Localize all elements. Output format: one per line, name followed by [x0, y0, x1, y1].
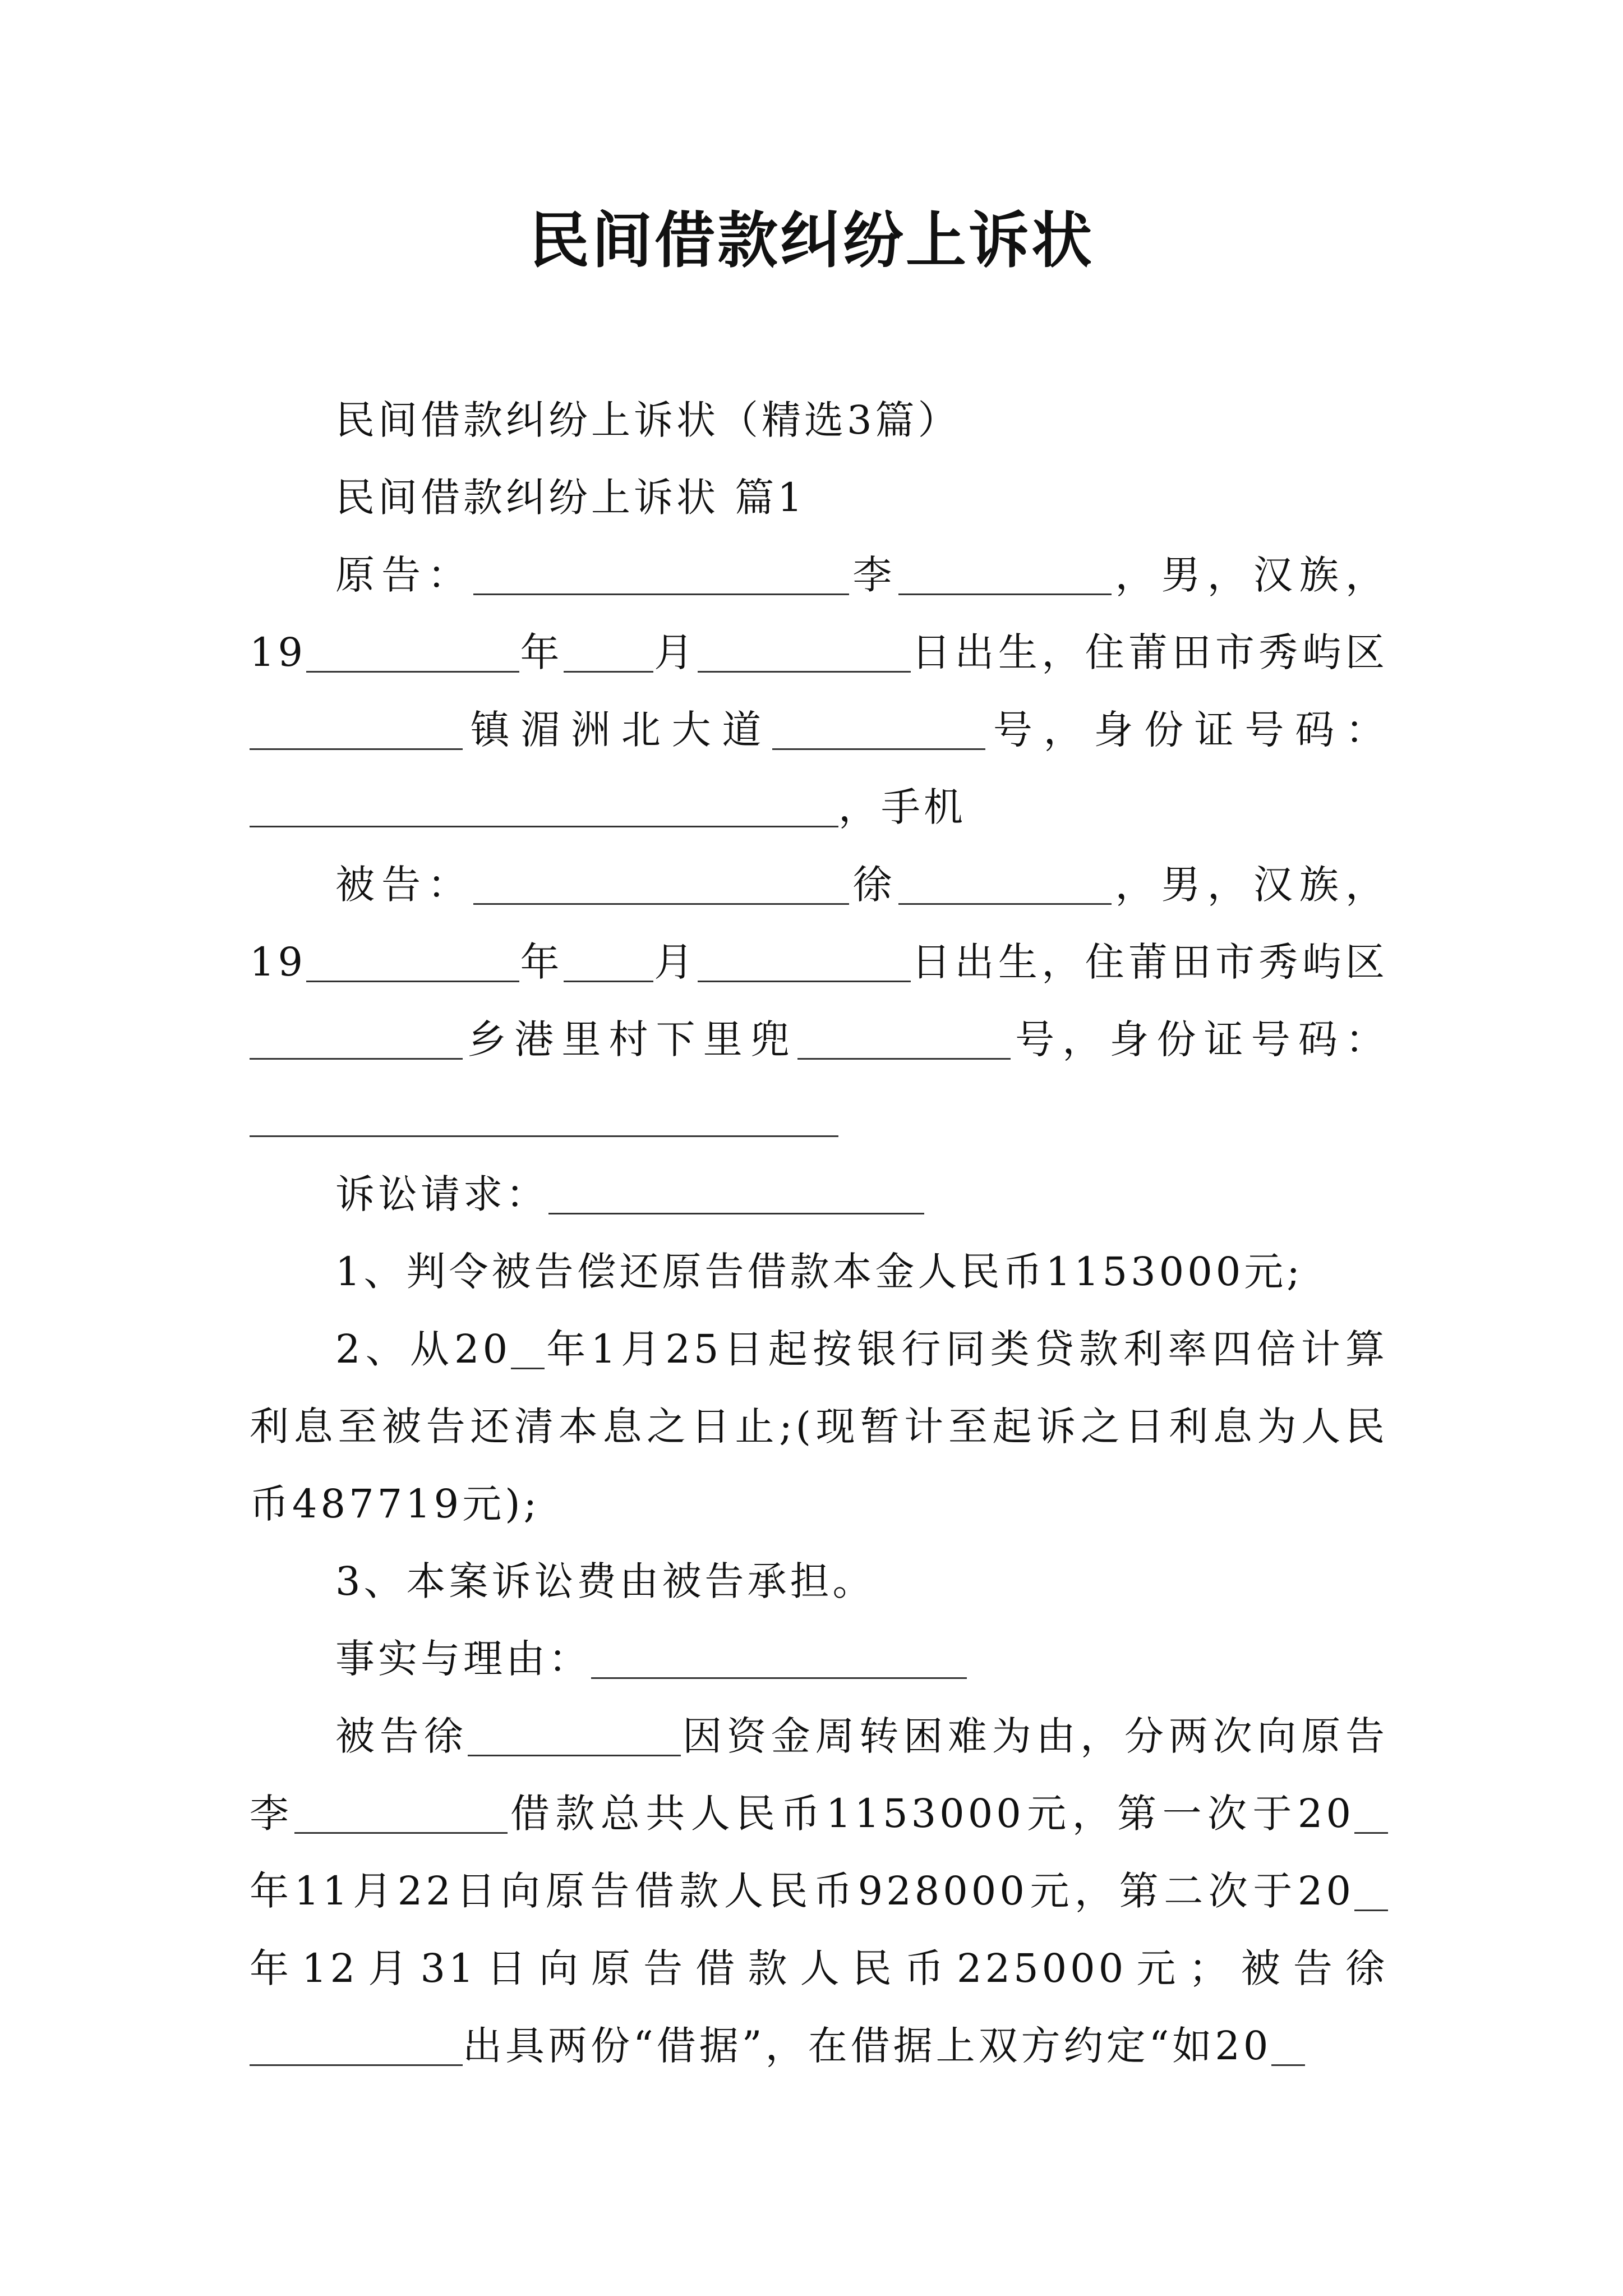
- defendant-month: 月: [653, 939, 698, 985]
- plaintiff-gender-ethnicity: ，男，汉族，: [1112, 552, 1389, 598]
- defendant-year: 年: [519, 939, 564, 985]
- facts-paragraph: [250, 1697, 1388, 2085]
- plaintiff-paragraph: [250, 536, 1388, 846]
- defendant-town: 乡港里村下里兜: [463, 1016, 797, 1062]
- defendant-id-label: 号，身份证号码：: [1011, 1016, 1388, 1062]
- facts-label: 事实与理由：: [335, 1636, 591, 1682]
- plaintiff-year: 年: [519, 629, 564, 675]
- blank-field: [698, 632, 911, 673]
- defendant-label: 被告：: [335, 862, 474, 908]
- blank-field: [591, 1638, 967, 1679]
- blank-field: [1354, 1793, 1388, 1834]
- claims-label: 诉讼请求：: [335, 1171, 548, 1217]
- claim-3: 3、本案诉讼费由被告承担。: [335, 1558, 875, 1604]
- blank-field: [548, 1174, 924, 1214]
- blank-field: [1354, 1870, 1388, 1911]
- claim-2-rest: 年1月25日起按银行同类贷款利率四倍计算利息至被告还清本息之日止;(现暂计至起诉之日利息为人民币487719元);: [250, 1326, 1388, 1527]
- blank-field: [772, 709, 985, 750]
- page-title: 民间借款纠纷上诉状: [528, 206, 1094, 276]
- blank-field: [250, 786, 838, 827]
- plaintiff-id-label: 号，身份证号码：: [985, 707, 1389, 753]
- blank-field: [898, 864, 1112, 905]
- defendant-name: 徐: [849, 862, 899, 908]
- plaintiff-phone-label: ，手机: [838, 784, 966, 830]
- defendant-gender-ethnicity: ，男，汉族，: [1112, 862, 1389, 908]
- facts-part: 出具两份“借据”，在借据上双方约定“如20: [463, 2023, 1272, 2069]
- facts-part: 因资金周转困难为由，分两次向原告李: [250, 1713, 1389, 1837]
- blank-field: [250, 709, 463, 750]
- facts-part: 借款总共人民币1153000元，第一次于20: [508, 1791, 1355, 1837]
- blank-field: [294, 1793, 508, 1834]
- blank-field: [250, 1019, 463, 1060]
- plaintiff-address: 日出生，住莆田市秀屿区: [910, 629, 1389, 675]
- blank-field: [698, 941, 911, 982]
- blank-field: [898, 554, 1112, 595]
- plaintiff-name: 李: [849, 552, 899, 598]
- facts-part: 年12月31日向原告借款人民币225000元；被告徐: [250, 1945, 1388, 1991]
- defendant-birth-prefix: 19: [250, 939, 307, 985]
- claim-1: 1、判令被告偿还原告借款本金人民币1153000元;: [335, 1249, 1303, 1295]
- blank-field: [564, 632, 653, 673]
- claim-2-start: 2、从20: [335, 1326, 511, 1372]
- document-body: [250, 381, 1388, 2085]
- plaintiff-label: 原告：: [335, 552, 474, 598]
- plaintiff-town: 镇湄洲北大道: [463, 707, 773, 753]
- blank-field: [250, 2025, 463, 2066]
- blank-field: [306, 941, 519, 982]
- defendant-address: 日出生，住莆田市秀屿区: [910, 939, 1389, 985]
- defendant-paragraph: [250, 846, 1388, 1156]
- blank-field: [797, 1019, 1011, 1060]
- blank-field: [511, 1328, 545, 1369]
- blank-field: [1271, 2025, 1305, 2066]
- subtitle-selected: 民间借款纠纷上诉状（精选3篇）: [335, 397, 961, 443]
- blank-field: [250, 1096, 838, 1137]
- blank-field: [564, 941, 653, 982]
- plaintiff-month: 月: [653, 629, 698, 675]
- blank-field: [306, 632, 519, 673]
- plaintiff-birth-prefix: 19: [250, 629, 307, 675]
- claim-2: [250, 1310, 1388, 1543]
- blank-field: [468, 1715, 681, 1756]
- claims-heading: [250, 1156, 1388, 1233]
- facts-part: 被告徐: [335, 1713, 468, 1759]
- blank-field: [473, 554, 849, 595]
- facts-part: 年11月22日向原告借款人民币928000元，第二次于20: [250, 1868, 1354, 1914]
- blank-field: [473, 864, 849, 905]
- facts-heading: [250, 1620, 1388, 1697]
- section-heading: 民间借款纠纷上诉状 篇1: [335, 475, 806, 521]
